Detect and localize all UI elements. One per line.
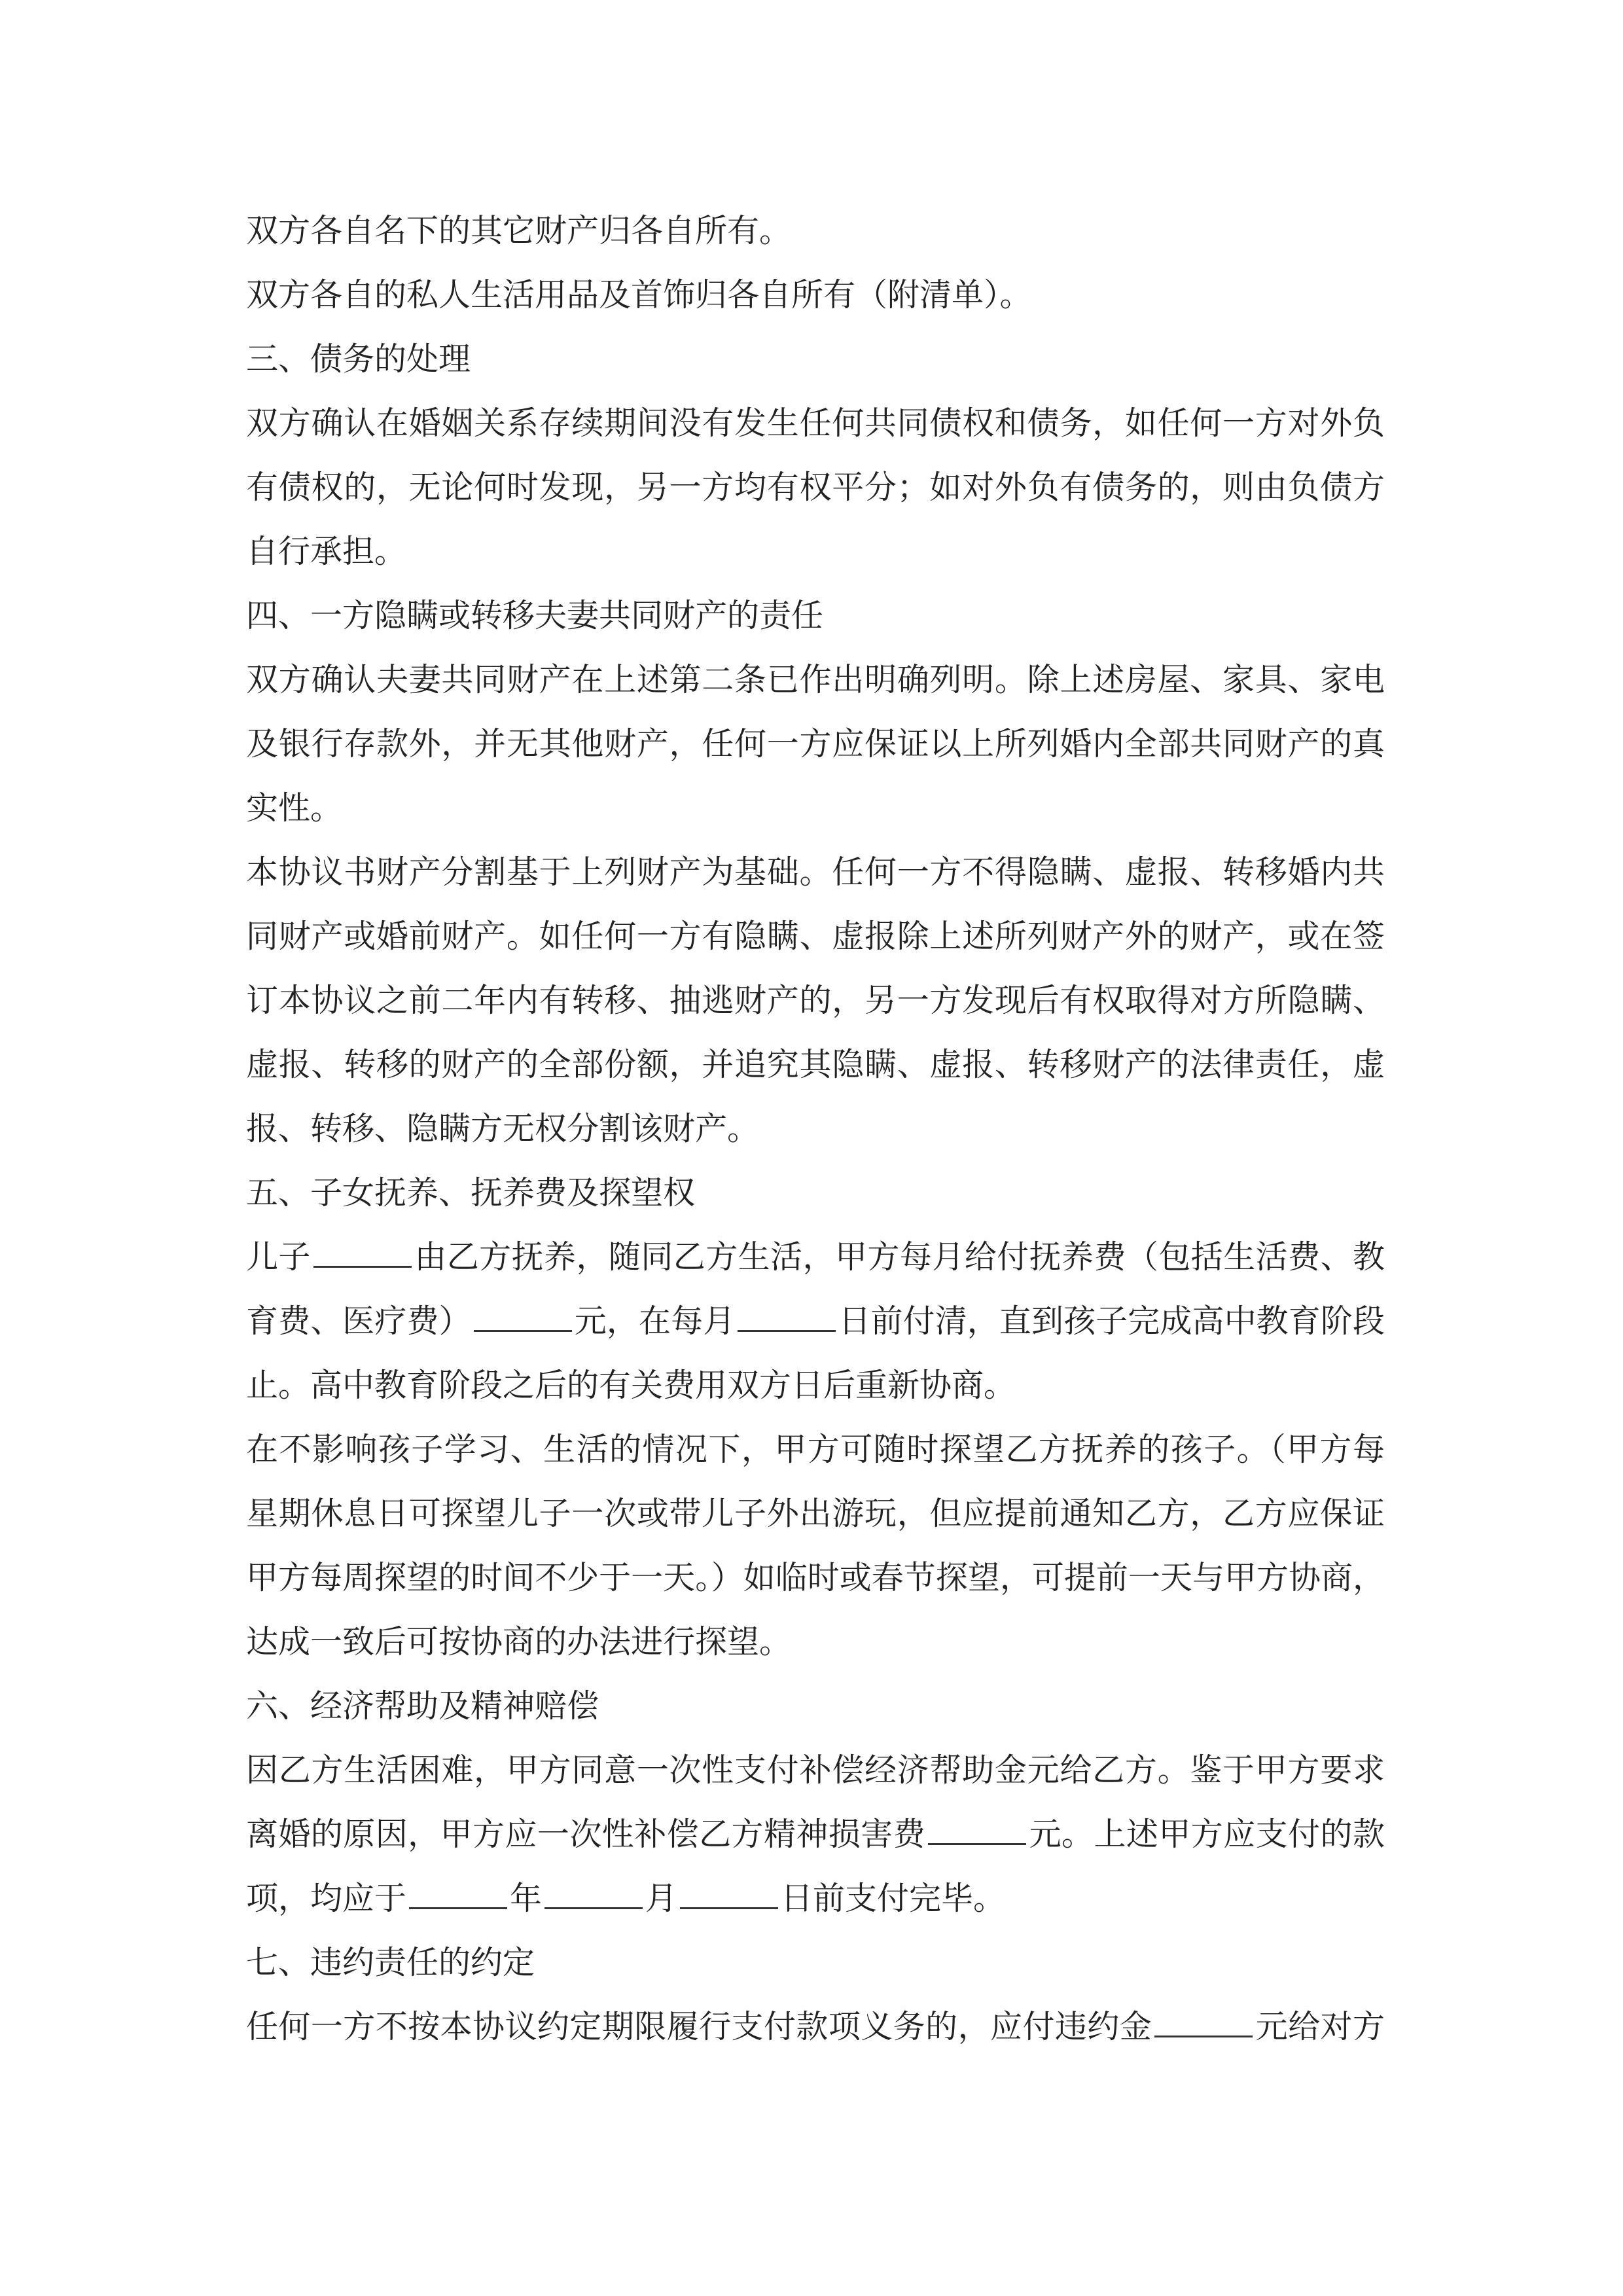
section-heading: 三、债务的处理	[246, 340, 471, 378]
paragraph-line: 有债权的，无论何时发现，另一方均有权平分；如对外负有债务的，则由负债方	[246, 469, 1385, 506]
paragraph-line: 止。高中教育阶段之后的有关费用双方日后重新协商。	[246, 1367, 1016, 1404]
paragraph-line: 报、转移、隐瞒方无权分割该财产。	[246, 1110, 760, 1147]
paragraph-line: 订本协议之前二年内有转移、抽逃财产的，另一方发现后有权取得对方所隐瞒、	[246, 982, 1385, 1019]
text-segment: 日前支付完毕。	[781, 1880, 1006, 1917]
section-heading: 六、经济帮助及精神赔偿	[246, 1687, 599, 1725]
paragraph-line: 虚报、转移的财产的全部份额，并追究其隐瞒、虚报、转移财产的法律责任，虚	[246, 1046, 1385, 1083]
paragraph-line: 双方确认夫妻共同财产在上述第二条已作出明确列明。除上述房屋、家具、家电	[246, 661, 1385, 698]
fill-in-blank	[738, 1304, 836, 1332]
paragraph-line-with-blank	[246, 1995, 1385, 2059]
paragraph-line: 实性。	[246, 789, 343, 827]
text-segment: 月	[645, 1880, 678, 1917]
paragraph-line-with-blank	[246, 1289, 1385, 1354]
fill-in-blank	[474, 1304, 572, 1332]
text-segment: 任何一方不按本协议约定期限履行支付款项义务的，应付违约金	[246, 2008, 1152, 2045]
text-segment: 离婚的原因，甲方应一次性补偿乙方精神损害费	[246, 1816, 926, 1853]
paragraph-line-with-blank	[246, 1803, 1385, 1867]
text-segment: 项，均应于	[246, 1880, 407, 1917]
paragraph-line-with-blank	[246, 1225, 1385, 1289]
fill-in-blank	[680, 1881, 778, 1909]
paragraph-line: 双方各自的私人生活用品及首饰归各自所有（附清单）。	[246, 276, 1032, 314]
paragraph-line: 及银行存款外，并无其他财产，任何一方应保证以上所列婚内全部共同财产的真	[246, 725, 1385, 762]
section-heading: 四、一方隐瞒或转移夫妻共同财产的责任	[246, 597, 824, 634]
text-segment: 儿子	[246, 1238, 311, 1276]
text-segment: 元给对方	[1255, 2008, 1385, 2045]
paragraph-line: 星期休息日可探望儿子一次或带儿子外出游玩，但应提前通知乙方，乙方应保证	[246, 1495, 1385, 1532]
document-body	[246, 199, 1385, 2059]
paragraph-line: 自行承担。	[246, 533, 407, 570]
text-segment: 育费、医疗费）	[246, 1302, 471, 1340]
text-segment: 年	[510, 1880, 543, 1917]
paragraph-line: 双方各自名下的其它财产归各自所有。	[246, 212, 792, 249]
fill-in-blank	[1154, 2009, 1253, 2037]
fill-in-blank	[928, 1817, 1026, 1845]
paragraph-line: 双方确认在婚姻关系存续期间没有发生任何共同债权和债务，如任何一方对外负	[246, 404, 1385, 442]
paragraph-line: 达成一致后可按协商的办法进行探望。	[246, 1623, 792, 1660]
text-segment: 元。上述甲方应支付的款	[1029, 1816, 1385, 1853]
paragraph-line: 甲方每周探望的时间不少于一天。）如临时或春节探望，可提前一天与甲方协商，	[246, 1559, 1385, 1596]
text-segment: 元，在每月	[574, 1302, 736, 1340]
section-heading: 五、子女抚养、抚养费及探望权	[246, 1174, 696, 1211]
paragraph-line: 在不影响孩子学习、生活的情况下，甲方可随时探望乙方抚养的孩子。（甲方每	[246, 1431, 1385, 1468]
text-segment: 由乙方抚养，随同乙方生活，甲方每月给付抚养费（包括生活费、教	[414, 1238, 1385, 1276]
section-heading: 七、违约责任的约定	[246, 1944, 535, 1981]
paragraph-line-with-blank	[246, 1867, 1385, 1931]
paragraph-line: 本协议书财产分割基于上列财产为基础。任何一方不得隐瞒、虚报、转移婚内共	[246, 853, 1385, 891]
paragraph-line: 因乙方生活困难，甲方同意一次性支付补偿经济帮助金元给乙方。鉴于甲方要求	[246, 1751, 1385, 1789]
paragraph-line: 同财产或婚前财产。如任何一方有隐瞒、虚报除上述所列财产外的财产，或在签	[246, 918, 1385, 955]
fill-in-blank	[544, 1881, 643, 1909]
fill-in-blank	[409, 1881, 507, 1909]
fill-in-blank	[313, 1240, 412, 1268]
text-segment: 日前付清，直到孩子完成高中教育阶段	[838, 1302, 1385, 1340]
